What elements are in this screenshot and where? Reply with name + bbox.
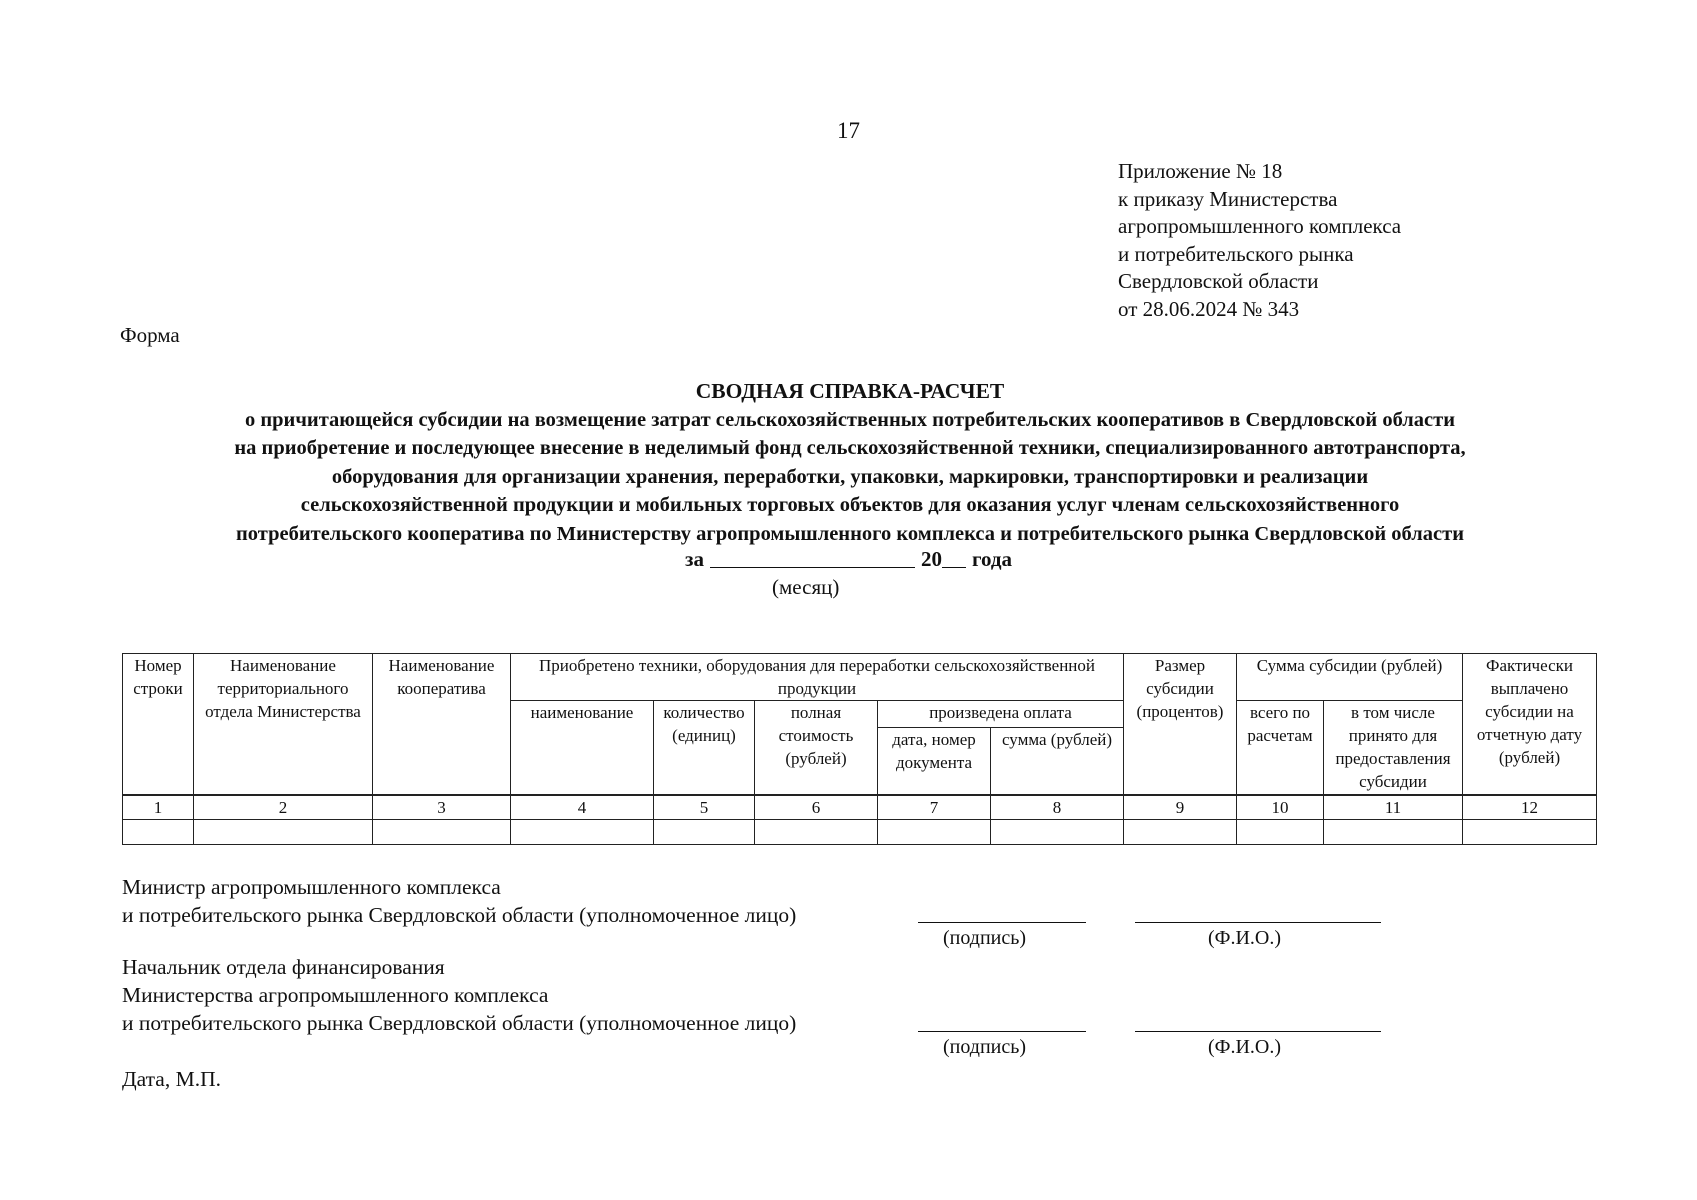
subsidy-table-wrapper	[122, 653, 1597, 845]
minister-signature-field[interactable]	[918, 922, 1086, 923]
month-blank-field[interactable]	[710, 547, 915, 568]
signatory-line: и потребительского рынка Свердловской области (уполномоченное лицо)	[122, 903, 797, 927]
title-line: на приобретение и последующее внесение в неделимый фонд сельскохозяйственной техники, специализированного автотранспорта,	[234, 437, 1466, 459]
appendix-line: и потребительского рынка	[1118, 241, 1354, 266]
table-row	[123, 820, 1597, 845]
period-line	[0, 547, 1697, 572]
head-name-field[interactable]	[1135, 1031, 1381, 1032]
subsidy-table	[122, 653, 1597, 845]
head-signature-field[interactable]	[918, 1031, 1086, 1032]
header-full-cost: полная стоимость (рублей)	[755, 701, 878, 796]
minister-name-field[interactable]	[1135, 922, 1381, 923]
signatory-line: Министр агропромышленного комплекса	[122, 875, 501, 899]
month-caption: (месяц)	[772, 575, 840, 599]
header-row-number: Номер строки	[123, 654, 194, 796]
column-number: 3	[373, 795, 511, 820]
header-payment-group: произведена оплата	[878, 701, 1124, 728]
column-number: 6	[755, 795, 878, 820]
column-number: 7	[878, 795, 991, 820]
appendix-line: к приказу Министерства	[1118, 186, 1338, 211]
table-cell[interactable]	[194, 820, 373, 845]
table-cell[interactable]	[1237, 820, 1324, 845]
signature-caption: (подпись)	[943, 927, 1027, 949]
header-territorial-dept: Наименование территориального отдела Министерства	[194, 654, 373, 796]
signatory-line: и потребительского рынка Свердловской области (уполномоченное лицо)	[122, 1011, 797, 1035]
signatory-line: Начальник отдела финансирования	[122, 955, 445, 979]
header-item-name: наименование	[511, 701, 654, 796]
table-cell[interactable]	[1463, 820, 1597, 845]
column-number: 10	[1237, 795, 1324, 820]
table-cell[interactable]	[511, 820, 654, 845]
name-caption: (Ф.И.О.)	[1208, 1036, 1282, 1058]
page-number: 17	[837, 118, 860, 143]
header-accepted-for-grant: в том числе принято для предоставления субсидии	[1324, 701, 1463, 796]
header-total-by-calc: всего по расчетам	[1237, 701, 1324, 796]
document-title	[100, 377, 1600, 548]
period-prefix: за	[685, 547, 704, 571]
header-subsidy-size: Размер субсидии (процентов)	[1124, 654, 1237, 796]
minister-signatory	[122, 873, 796, 929]
table-cell[interactable]	[878, 820, 991, 845]
year-blank-field[interactable]	[942, 547, 966, 568]
title-line: потребительского кооператива по Министерству агропромышленного комплекса и потребительского рынка Свердловской области	[235, 522, 1465, 545]
column-number: 12	[1463, 795, 1597, 820]
signatory-line: Министерства агропромышленного комплекса	[122, 983, 549, 1007]
head-signatory	[122, 953, 796, 1037]
date-seal-label: Дата, М.П.	[122, 1067, 221, 1091]
header-doc-date-number: дата, номер документа	[878, 728, 991, 796]
column-number: 2	[194, 795, 373, 820]
appendix-reference	[1118, 158, 1401, 323]
header-acquired-group: Приобретено техники, оборудования для переработки сельскохозяйственной продукции	[511, 654, 1124, 701]
form-label: Форма	[120, 323, 180, 347]
column-number: 4	[511, 795, 654, 820]
table-cell[interactable]	[1324, 820, 1463, 845]
signature-caption: (подпись)	[943, 1036, 1027, 1058]
column-number: 9	[1124, 795, 1237, 820]
header-quantity: количество (единиц)	[654, 701, 755, 796]
appendix-line: от 28.06.2024 № 343	[1118, 296, 1300, 321]
appendix-line: Приложение № 18	[1118, 159, 1283, 183]
table-cell[interactable]	[654, 820, 755, 845]
year-prefix: 20	[920, 547, 942, 571]
title-line: сельскохозяйственной продукции и мобильных торговых объектов для оказания услуг членам сельскохозяйственного	[300, 494, 1400, 516]
column-number: 5	[654, 795, 755, 820]
period-suffix: года	[971, 547, 1012, 571]
name-caption: (Ф.И.О.)	[1208, 927, 1282, 949]
header-actually-paid: Фактически выплачено субсидии на отчетную дату (рублей)	[1463, 654, 1597, 796]
column-number: 8	[991, 795, 1124, 820]
table-cell[interactable]	[991, 820, 1124, 845]
appendix-line: агропромышленного комплекса	[1118, 214, 1402, 238]
appendix-line: Свердловской области	[1118, 269, 1319, 293]
table-cell[interactable]	[1124, 820, 1237, 845]
table-cell[interactable]	[755, 820, 878, 845]
title-line: о причитающейся субсидии на возмещение затрат сельскохозяйственных потребительских кооперативов в Свердловской области	[244, 408, 1456, 431]
header-cooperative: Наименование кооператива	[373, 654, 511, 796]
header-payment-sum: сумма (рублей)	[991, 728, 1124, 796]
title-line: оборудования для организации хранения, переработки, упаковки, маркировки, транспортировки и реализации	[331, 465, 1369, 488]
table-cell[interactable]	[123, 820, 194, 845]
column-number: 11	[1324, 795, 1463, 820]
column-number: 1	[123, 795, 194, 820]
header-subsidy-sum-group: Сумма субсидии (рублей)	[1237, 654, 1463, 701]
title-main: СВОДНАЯ СПРАВКА-РАСЧЕТ	[695, 379, 1005, 403]
table-cell[interactable]	[373, 820, 511, 845]
